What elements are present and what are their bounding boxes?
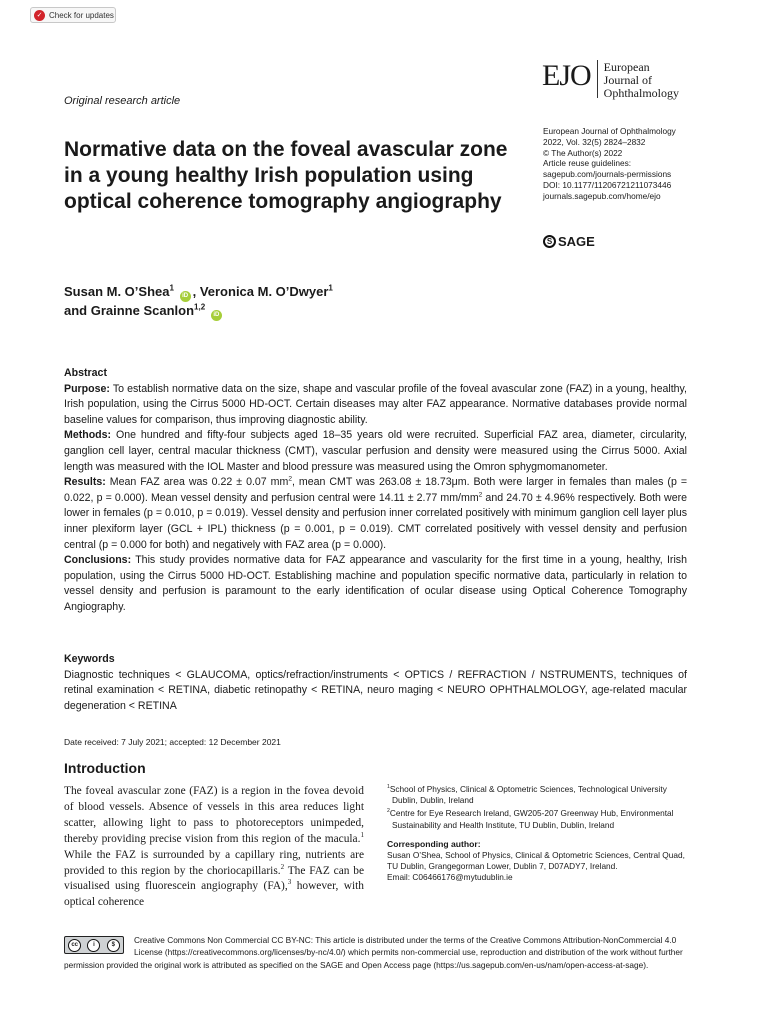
- sage-wordmark: SAGE: [558, 234, 595, 249]
- keywords-section: [64, 652, 687, 714]
- citation-sup[interactable]: 1: [360, 830, 364, 839]
- license-text: Creative Commons Non Commercial CC BY-NC: This article is distributed under the terms of the Creative Commons Attribution-NonCommercial 4.0 License (https://creativecommons.org/licenses/by-nc/4.0/) which permits non-commercial use, reproduction and distribution of the work without further permission provided the original work is attributed as specified on the SAGE and Open Access page (https://us.sagepub.com/en-us/nam/open-access-at-sage).: [64, 935, 683, 970]
- affiliations: [387, 784, 691, 884]
- abstract-conclusions: [64, 553, 687, 615]
- results-text: Mean FAZ area was 0.22 ± 0.07 mm: [105, 476, 289, 489]
- date-received: Date received: 7 July 2021; accepted: 12 December 2021: [64, 737, 281, 747]
- purpose-label: Purpose:: [64, 382, 110, 395]
- journal-info-line: © The Author(s) 2022: [543, 147, 623, 158]
- keywords-heading: Keywords: [64, 653, 115, 665]
- corresponding-email[interactable]: Email: C06466176@mytudublin.ie: [387, 872, 513, 883]
- affiliation-sup: 2: [387, 808, 390, 815]
- author-name: Susan M. O’Shea: [64, 284, 170, 299]
- methods-label: Methods:: [64, 429, 112, 442]
- journal-home-link[interactable]: journals.sagepub.com/home/ejo: [543, 190, 661, 201]
- citation-sup[interactable]: 2: [280, 862, 285, 871]
- journal-info-line: 2022, Vol. 32(5) 2824–2832: [543, 136, 646, 147]
- orcid-icon[interactable]: iD: [211, 310, 222, 321]
- article-title: Normative data on the foveal avascular zone in a young healthy Irish population using optical coherence tomography angiography: [64, 138, 508, 213]
- author-name: , Veronica M. O’Dwyer: [192, 284, 329, 299]
- author-affiliation-sup: 1: [328, 283, 333, 293]
- logo-divider: [597, 60, 598, 98]
- purpose-text: To establish normative data on the size, shape and vascular profile of the foveal avascular zone (FAZ) in a young, healthy, Irish population, using the Cirrus 5000 HD-OCT. Certain diseases may alter FAZ appearance. Normative databases provide normal baseline values for comparison, thus improving diagnostic ability.: [64, 382, 687, 426]
- cc-by-nc-badge[interactable]: [64, 936, 124, 954]
- permissions-link[interactable]: sagepub.com/journals-permissions: [543, 169, 672, 180]
- orcid-icon[interactable]: iD: [180, 291, 191, 302]
- journal-info: [543, 126, 676, 202]
- logo-line: Journal of: [603, 73, 652, 87]
- affiliation-1: [387, 784, 691, 806]
- introduction-text: [64, 784, 364, 911]
- affiliation-sup: 1: [387, 784, 390, 791]
- results-label: Results:: [64, 476, 106, 489]
- intro-text-run: however, with optical coherence: [64, 880, 364, 909]
- attribution-icon: i: [87, 939, 100, 952]
- results-text: , mean CMT was 263.08 ± 18.73μm. Both were larger in females than males (p = 0.022, p = 0.000). Mean vessel density and perfusion central were 14.11 ± 2.77 mm/mm: [64, 476, 688, 504]
- abstract-methods: [64, 428, 687, 475]
- affiliation-text: Centre for Eye Research Ireland, GW205-207 Greenway Hub, Environmental Sustainability and Health Institute, TU Dublin, Dublin, Ireland: [389, 808, 674, 830]
- abstract-purpose: [64, 382, 687, 429]
- cc-icon: cc: [68, 939, 81, 952]
- logo-line: European: [603, 60, 650, 74]
- journal-logo: [542, 58, 679, 100]
- corresponding-author-heading: Corresponding author:: [387, 838, 481, 849]
- intro-text-run: While the FAZ is surrounded by a capillary ring, nutrients are provided to this region by the choriocapillaris.: [64, 848, 364, 877]
- check-for-updates-label: Check for updates: [49, 10, 114, 20]
- abstract-results: [64, 475, 687, 553]
- intro-text-run: The foveal avascular zone (FAZ) is a region in the fovea devoid of blood vessels. Absence of vessels in this area reduces light scatter, allowing light to pass to photoreceptors unimpeded, thereby providing precise vision from this region of the macula.: [64, 785, 364, 845]
- author-name: and Grainne Scanlon: [64, 303, 195, 318]
- updates-icon: ✓: [34, 10, 45, 21]
- check-for-updates-button[interactable]: [30, 7, 116, 23]
- journal-info-line: Article reuse guidelines:: [543, 158, 632, 169]
- corresponding-author-text: Susan O’Shea, School of Physics, Clinical & Optometric Sciences, Central Quad, TU Dublin, Grangegorman Lower, Dublin 7, D07ADY7, Ireland.: [387, 850, 685, 872]
- journal-logo-text: [604, 58, 679, 100]
- conclusions-label: Conclusions:: [64, 554, 132, 567]
- author-affiliation-sup: 1: [169, 283, 174, 293]
- introduction-heading: Introduction: [64, 760, 146, 776]
- author-list: [64, 283, 564, 321]
- results-text: and 24.70 ± 4.96% respectively. Both were lower in females (p = 0.010, p = 0.019). Vessel density and perfusion inner correlated positively with minimum ganglion cell layer plus inner plexiform layer (GCL + IPL) thickness (p = 0.001, p = 0.019). CMT correlated positively with vessel density and perfusion central (p = 0.000 for both) and negatively with FAZ area (p = 0.000).: [64, 491, 688, 551]
- abstract: [64, 366, 687, 616]
- affiliation-text: School of Physics, Clinical & Optometric Sciences, Technological University Dublin, Dublin, Ireland: [389, 784, 667, 806]
- noncommercial-icon: $: [107, 939, 120, 952]
- logo-line: Ophthalmology: [603, 86, 679, 100]
- results-sup: 2: [478, 491, 483, 499]
- citation-sup[interactable]: 3: [287, 878, 292, 887]
- abstract-heading: Abstract: [64, 367, 107, 379]
- methods-text: One hundred and fifty-four subjects aged 18–35 years old were recruited. Superficial FAZ area, diameter, circularity, ganglion cell layer, central macular thickness (CMT), vascular perfusion and density were measured using the Cirrus 5000. Axial length was measured with the IOL Master and blood pressure was measured using the Omron sphygmomanometer.: [64, 429, 687, 473]
- journal-info-line: European Journal of Ophthalmology: [543, 126, 676, 136]
- journal-logo-mark: EJO: [542, 59, 591, 92]
- conclusions-text: This study provides normative data for FAZ appearance and vascularity for the first time in a young, healthy, Irish population, using the Cirrus 5000 HD-OCT. Establishing machine and population specific normative data, particularly in relation to vessel density and perfusion is paramount to the early identification of ocular disease using Optical Coherence Tomography Angiography.: [64, 554, 687, 613]
- affiliation-2: [387, 808, 691, 830]
- sage-s-icon: S: [543, 235, 556, 248]
- article-type: Original research article: [64, 95, 181, 107]
- license-notice: [64, 934, 692, 971]
- keywords-text: Diagnostic techniques < GLAUCOMA, optics/refraction/instruments < OPTICS / REFRACTION / NSTRUMENTS, techniques of retinal examination < RETINA, diabetic retinopathy < RETINA, neuro maging < NEURO OPHTHALMOLOGY, age-related macular degeneration < RETINA: [64, 668, 687, 712]
- sage-logo: [543, 234, 595, 249]
- author-affiliation-sup: 1,2: [194, 302, 206, 312]
- intro-text-run: The FAZ can be visualised using fluorescein angiography (FA),: [64, 864, 365, 893]
- results-sup: 2: [288, 475, 292, 483]
- doi-link[interactable]: DOI: 10.1177/11206721211073446: [543, 179, 672, 190]
